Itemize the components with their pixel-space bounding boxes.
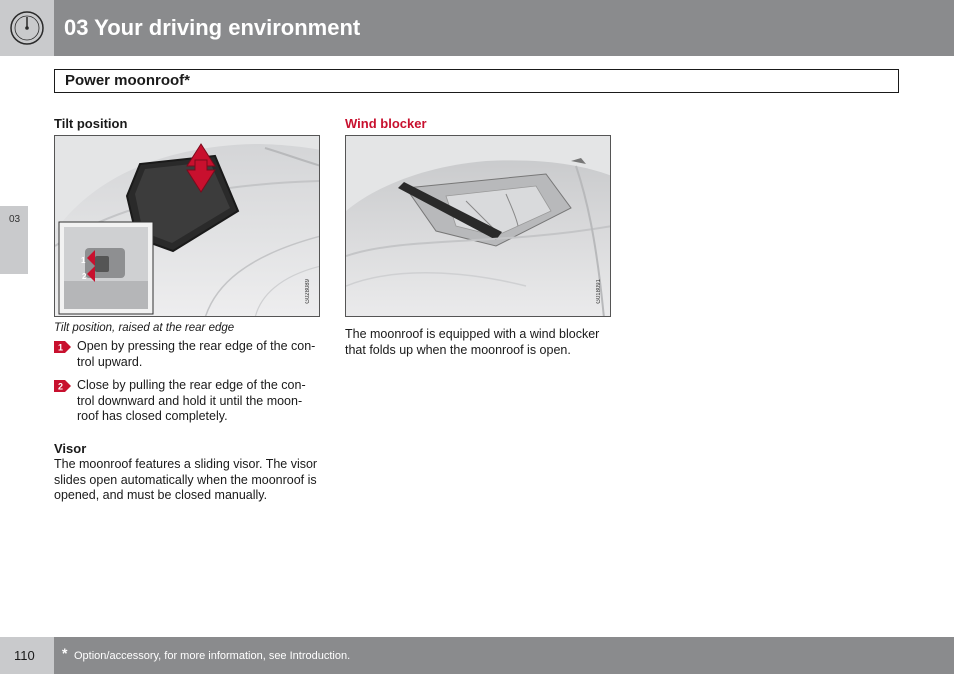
chapter-title: 03 Your driving environment	[64, 15, 361, 40]
step-2-badge-icon	[54, 380, 71, 392]
step-2-text: Close by pulling the rear edge of the con-trol downward and hold it until the moon-roof has closed completely.	[77, 378, 306, 424]
tilt-position-heading: Tilt position	[54, 116, 128, 131]
car-roof-tilt-illustration	[55, 136, 320, 317]
gauge-icon	[9, 10, 45, 46]
step-1-text: Open by pressing the rear edge of the con-trol upward.	[77, 339, 316, 369]
chapter-header	[0, 0, 954, 56]
footer-bar	[54, 637, 954, 674]
page-number-box	[0, 637, 54, 674]
chapter-icon-box	[0, 0, 54, 56]
car-roof-wind-blocker-illustration	[346, 136, 611, 317]
figure-caption: Tilt position, raised at the rear edge	[54, 322, 235, 334]
svg-text:2: 2	[58, 381, 64, 392]
svg-text:2: 2	[82, 272, 87, 281]
section-bar	[54, 69, 899, 93]
step-1-badge-icon	[54, 341, 71, 353]
left-column	[54, 116, 320, 504]
visor-heading: Visor	[54, 440, 87, 456]
svg-text:1: 1	[58, 342, 64, 353]
page-number: 110	[14, 648, 35, 663]
footnote-star: *	[62, 645, 68, 661]
footnote-text: Option/accessory, for more information, see Introduction.	[74, 650, 351, 662]
tilt-position-figure	[54, 135, 320, 317]
figure-code: G028089	[305, 279, 311, 304]
step-item	[54, 378, 320, 425]
chapter-side-tab	[0, 206, 28, 274]
figure-code: G018091	[596, 279, 602, 304]
step-item	[54, 339, 320, 370]
middle-column	[345, 116, 611, 358]
wind-blocker-figure	[345, 135, 611, 317]
section-title: Power moonroof*	[65, 72, 191, 89]
svg-text:1: 1	[81, 256, 86, 265]
wind-blocker-heading: Wind blocker	[345, 116, 427, 131]
wind-blocker-text: The moonroof is equipped with a wind blocker that folds up when the moonroof is open.	[345, 327, 600, 357]
side-tab-label: 03	[9, 214, 21, 225]
visor-text: The moonroof features a sliding visor. The visor slides open automatically when the moonroof is opened, and must be closed manually.	[54, 456, 318, 503]
